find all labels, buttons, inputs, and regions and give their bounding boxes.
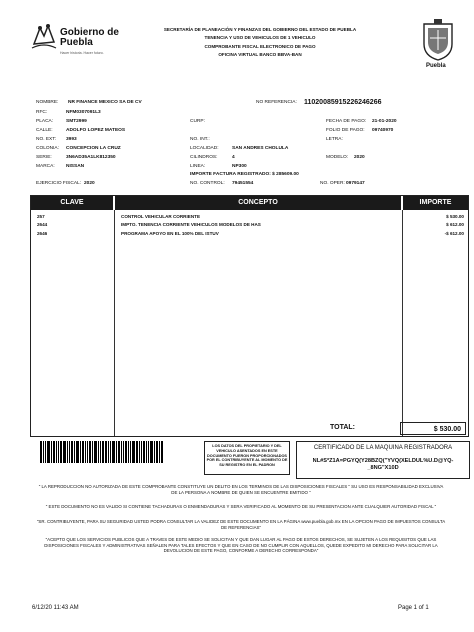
header-importe: IMPORTE — [403, 196, 468, 210]
row-3-concepto: PROGRAMA APOYO EN EL 100% DEL ISTUV — [121, 231, 219, 236]
linea-label: LINEA: — [190, 164, 206, 169]
barcode-bar — [92, 441, 93, 463]
no-control-label: NO. CONTROL: — [190, 181, 225, 186]
certificate-title: CERTIFICADO DE LA MAQUINA REGISTRADORA — [313, 445, 453, 451]
cilindros-label: CILINDROS: — [190, 155, 218, 160]
no-control-value: 79451554 — [232, 181, 254, 186]
nombre-label: NOMBRE: — [36, 100, 59, 105]
localidad-value: SAN ANDRES CHOLULA — [232, 146, 289, 151]
concepts-table — [30, 195, 469, 437]
row-2-importe: $ 612.00 — [446, 222, 464, 227]
barcode-bar — [45, 441, 46, 463]
barcode-bar — [156, 441, 158, 463]
header-clave: CLAVE — [31, 196, 113, 210]
barcode-bar — [159, 441, 160, 463]
fecha-pago-value: 21-01-2020 — [372, 119, 397, 124]
barcode-bar — [105, 441, 107, 463]
barcode-bar — [143, 441, 145, 463]
no-int-label: NO. INT.: — [190, 137, 210, 142]
barcode-bar — [71, 441, 73, 463]
rfc-label: RFC: — [36, 110, 48, 115]
barcode-bar — [82, 441, 84, 463]
barcode-bar — [148, 441, 149, 463]
barcode-bar — [128, 441, 129, 463]
ejercicio-value: 2020 — [84, 181, 95, 186]
total-value: $ 530.00 — [400, 422, 466, 435]
barcode-bar — [154, 441, 155, 463]
barcode-bar — [85, 441, 86, 463]
calle-value: ADOLFO LOPEZ MATEOS — [66, 128, 126, 133]
barcode-bar — [110, 441, 111, 463]
barcode-bar — [56, 441, 57, 463]
modelo-value: 2020 — [354, 155, 365, 160]
row-3-importe: -$ 612.00 — [444, 231, 464, 236]
barcode-bar — [40, 441, 42, 463]
logo-subtitle: Hacer historia. Hacer futuro. — [60, 51, 104, 55]
localidad-label: LOCALIDAD: — [190, 146, 219, 151]
barcode-bar — [161, 441, 163, 463]
barcode-bar — [76, 441, 79, 463]
barcode-bar — [89, 441, 91, 463]
barcode-bar — [94, 441, 97, 463]
barcode-bar — [132, 441, 135, 463]
barcode-bar — [123, 441, 124, 463]
row-3-clave: 2646 — [37, 231, 48, 236]
legal-note-4: "ACEPTO QUE LOS SERVICIOS PUBLICOS QUE A TRAVES DE ESTE MEDIO SE SOLICITAN Y QUE DAN LUGAR AL PAGO DE ESTOS DERECHOS, SE SUJETEN A LOS REQUISITOS QUE LAS DISPOSICIONES FISCALES Y ADMINISTRATIVAS SEÑALEN PARA TALES EFECTOS Y QUE EN CASO DE NO CUMPLIR CON AQUELLOS, QUEDE EXPEDITO MI DERECHO PARA SOLICITAR LA DEVOLUCION DE ESTE PAGO, CONFORME A DERECHO CORRESPONDA" — [44, 537, 438, 554]
no-ext-label: NO. EXT: — [36, 137, 56, 142]
barcode-bar — [102, 441, 104, 463]
barcode-bar — [116, 441, 117, 463]
barcode-bar — [118, 441, 120, 463]
barcode-bar — [58, 441, 59, 463]
cilindros-value: 4 — [232, 155, 235, 160]
barcode-bar — [51, 441, 52, 463]
modelo-label: MODELO: — [326, 155, 349, 160]
barcode-bar — [150, 441, 153, 463]
propietario-note: LOS DATOS DEL PROPIETARIO Y DEL VEHICULO ASENTADOS EN ESTE DOCUMENTO FUERON PROPORCIONADOS POR EL CONTRIBUYENTE AL MOMENTO DE SU REGISTRO EN EL PADRON — [204, 441, 290, 475]
barcode-bar — [63, 441, 66, 463]
barcode-bar — [87, 441, 88, 463]
row-2-clave: 2644 — [37, 222, 48, 227]
barcode-bar — [141, 441, 142, 463]
placa-label: PLACA: — [36, 119, 54, 124]
header-line-4: OFICINA VIRTUAL BANCO BBVA-BAN — [218, 52, 302, 58]
barcode-bar — [125, 441, 127, 463]
fecha-pago-label: FECHA DE PAGO: — [326, 119, 367, 124]
puebla-seal — [420, 18, 460, 73]
no-ref-value: 11020085915226246266 — [304, 99, 382, 106]
header-line-3: COMPROBANTE FISCAL ELECTRONICO DE PAGO — [204, 43, 316, 49]
barcode-bar — [108, 441, 109, 463]
marca-label: MARCA: — [36, 164, 55, 169]
no-ref-label: NO REFERENCIA: — [256, 100, 297, 105]
row-1-clave: 257 — [37, 214, 45, 219]
importe-registrado: IMPORTE FACTURA REGISTRADO: $ 285609.00 — [190, 172, 299, 177]
column-divider — [402, 210, 403, 436]
ejercicio-label: EJERCICIO FISCAL: — [36, 181, 82, 186]
coat-of-arms-icon — [420, 18, 456, 62]
legal-note-2: " ESTE DOCUMENTO NO ES VALIDO SI CONTIENE TACHADURAS O ENMENDADURAS Y SERA VERIFICADO AL MOMENTO DE SU PRESENTACION ANTE CUALQUIER AUTORIDAD FISCAL " — [45, 504, 437, 509]
barcode-bar — [136, 441, 138, 463]
barcode-bar — [112, 441, 115, 463]
linea-value: NP300 — [232, 164, 247, 169]
curp-label: CURP: — [190, 119, 205, 124]
header-line-2: TENENCIA Y USO DE VEHICULOS DE 1 VEHICULO — [204, 35, 316, 41]
barcode-bar — [98, 441, 99, 463]
serie-value: 3N6AD35A1LK812350 — [66, 155, 116, 160]
barcode-bar — [146, 441, 147, 463]
total-label: TOTAL: — [330, 424, 356, 431]
header-concepto: CONCEPTO — [115, 196, 401, 210]
folio-label: FOLIO DE PAGO: — [326, 128, 365, 133]
legal-note-3: "SR. CONTRIBUYENTE, PARA SU SEGURIDAD USTED PODRA CONSULTAR LA VALIDEZ DE ESTE DOCUMENTO EN LA PÁGINA www.puebla.gob.mx EN LA OPCION PAGO DE IMPUESTOS CONSULTA DE REFERENCIAS" — [36, 519, 446, 530]
calle-label: CALLE: — [36, 128, 53, 133]
certificate-box — [296, 441, 470, 479]
barcode-bar — [69, 441, 70, 463]
barcode-bar — [74, 441, 75, 463]
rfc-value: NFM0307091L3 — [66, 110, 101, 115]
barcode-bar — [121, 441, 122, 463]
barcode-bar — [53, 441, 55, 463]
row-2-concepto: IMPTO. TENENCIA CORRIENTE VEHICULOS MODELOS DE HAS — [121, 222, 261, 227]
row-1-importe: $ 530.00 — [446, 214, 464, 219]
gobierno-puebla-logo — [30, 18, 140, 60]
seal-label: Puebla — [426, 63, 446, 69]
page-number: Page 1 of 1 — [398, 605, 429, 611]
colonia-label: COLONIA: — [36, 146, 59, 151]
no-oper-value: 0979147 — [346, 181, 365, 186]
no-oper-label: NO. OPER: — [320, 181, 345, 186]
legal-note-1: " LA REPRODUCCION NO AUTORIZADA DE ESTE COMPROBANTE CONSTITUYE UN DELITO EN LOS TERMINOS DE LAS DISPOSICIONES FISCALES " SU USO ES RESPONSABILIDAD EXCLUSIVA DE LA PERSONA A NOMBRE DE QUIEN SE ENCUENTRE EMITIDO " — [38, 484, 444, 495]
row-1-concepto: CONTROL VEHICULAR CORRIENTE — [121, 214, 201, 219]
placa-value: SMT2999 — [66, 119, 87, 124]
barcode-bar — [100, 441, 101, 463]
barcode-bar — [80, 441, 81, 463]
barcode-bar — [67, 441, 68, 463]
logo-text: Gobierno de Puebla — [60, 27, 119, 48]
document-header — [140, 26, 380, 60]
letra-label: LETRA: — [326, 137, 343, 142]
column-divider — [114, 210, 115, 436]
colonia-value: CONCEPCION LA CRUZ — [66, 146, 121, 151]
barcode-bar — [47, 441, 50, 463]
barcode-bar — [43, 441, 44, 463]
barcode-bar — [60, 441, 62, 463]
barcode-bar — [139, 441, 140, 463]
certificate-code: NL#S*Z1A=PGYQ(Y28BZQ("YVQ(XELDUL%U.D@YQ-_8NG"X10D — [312, 458, 454, 471]
nombre-value: NR FINANCE MEXICO SA DE CV — [68, 100, 142, 105]
barcode — [40, 441, 200, 463]
no-ext-value: 3993 — [66, 137, 77, 142]
print-datetime: 6/12/20 11:43 AM — [32, 605, 79, 611]
header-line-1: SECRETARÍA DE PLANEACIÓN Y FINANZAS DEL GOBIERNO DEL ESTADO DE PUEBLA — [163, 27, 357, 32]
marca-value: NISSAN — [66, 164, 85, 169]
folio-value: 09740970 — [372, 128, 394, 133]
crest-icon — [30, 22, 58, 52]
serie-label: SERIE: — [36, 155, 52, 160]
barcode-bar — [130, 441, 131, 463]
